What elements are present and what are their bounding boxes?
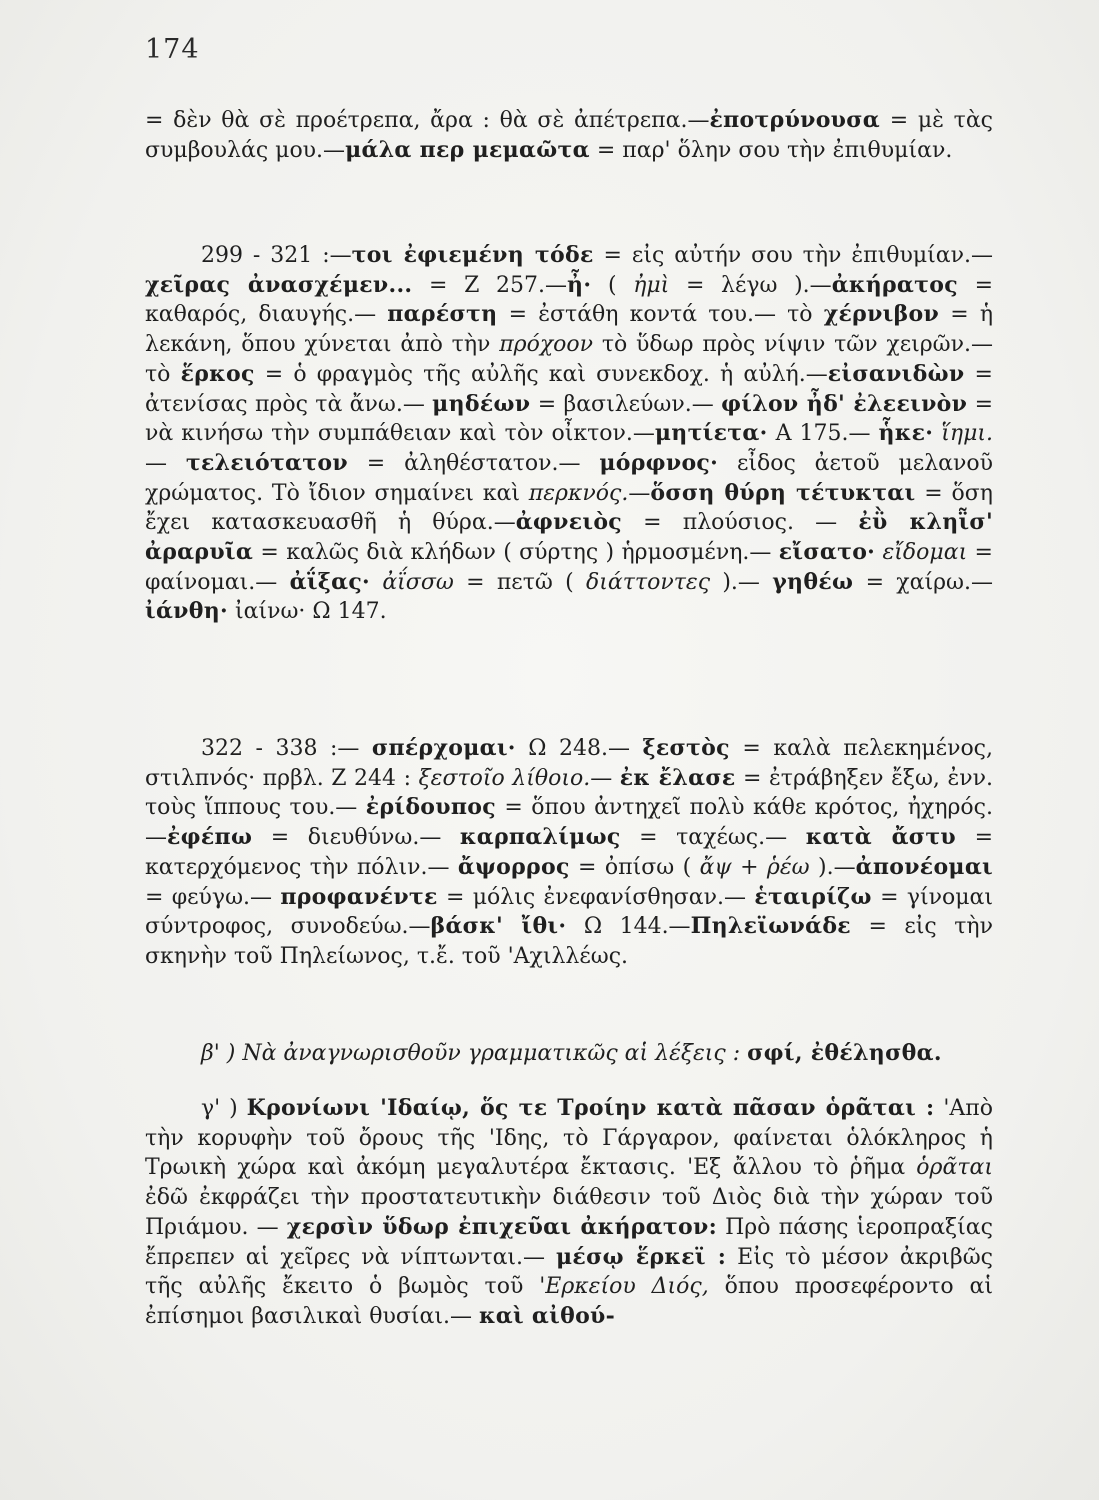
page-number: 174 xyxy=(145,34,200,65)
text-run: Πρὸ πάσης ἱεροπραξίας ἔπρεπεν αἱ χεῖρες νὰ νίπτωνται.— xyxy=(145,1214,993,1270)
bold-term: χεῖρας ἀνασχέμεν... xyxy=(145,271,413,298)
bold-term: ἰάνθη· xyxy=(145,598,228,625)
text-run: = χαίρω.— xyxy=(853,569,993,595)
text-run: = διευθύνω.— xyxy=(252,825,460,851)
bold-term: χέρνιβον xyxy=(823,301,940,328)
text-run: = ταχέως.— xyxy=(620,825,806,851)
bold-term: καὶ αἰθού- xyxy=(479,1302,616,1329)
text-run: εἶδος ἀετοῦ μελανοῦ χρώματος. Τὸ ἴδιον σημαίνει καὶ xyxy=(145,450,993,506)
text-run: = καθαρός, διαυγής.— xyxy=(145,272,994,328)
bold-term: ἀκήρατος xyxy=(831,271,958,298)
text-run: — xyxy=(628,480,651,506)
text-run: = βασιλεύων.— xyxy=(530,391,722,417)
bold-term: καρπαλίμως xyxy=(459,824,621,851)
text-run: = καλῶς διὰ κλήδων ( σύρτης ) ἡρμοσμένη.— xyxy=(253,540,779,566)
italic-text: ἄψ + ῥέω xyxy=(699,854,810,880)
bold-term: ἧκε· xyxy=(878,420,934,447)
bold-term: ἑταιρίζω xyxy=(754,883,872,910)
italic-text: ἠμὶ xyxy=(633,272,670,298)
italic-text: ξεστοῖο λίθοιο. xyxy=(418,765,591,791)
paragraph-text xyxy=(145,241,993,627)
text-run: 322 - 338 :— xyxy=(201,736,372,761)
text-run: = ἐστάθη κοντά του.— τὸ xyxy=(497,302,824,328)
paragraph-text xyxy=(145,734,993,972)
text-run: ( xyxy=(591,272,634,298)
text-run: = δὲν θὰ σὲ προέτρεπα, ἄρα : θὰ σὲ ἀπέτρεπα.— xyxy=(145,108,710,133)
text-run: 'Απὸ τὴν κορυφὴν τοῦ ὄρους τῆς 'Ιδης, τὸ Γάργαρον, φαίνεται ὁλόκληρος ἡ Τρωικὴ χώρα καὶ ἀκόμη μεγαλυτέρα ἔκτασις. 'Εξ ἄλλου τὸ ῥῆμα xyxy=(145,1096,993,1181)
paragraph-block-4 xyxy=(145,1039,993,1069)
text-run: = φεύγω.— xyxy=(145,884,281,910)
bold-term: γηθέω xyxy=(772,568,854,595)
text-run: = ἀτενίσας πρὸς τὰ ἄνω.— xyxy=(145,361,993,417)
bold-term: φίλον ἦδ' ἐλεεινὸν xyxy=(721,390,968,417)
bold-term: τελειότατον xyxy=(185,449,348,476)
text-run: — xyxy=(590,765,620,791)
bold-term: ἀΐξας· xyxy=(289,568,370,595)
text-run: 299 - 321 :— xyxy=(201,243,352,268)
bold-term: ἐκ ἔλασε xyxy=(619,764,736,791)
italic-text: ἵημι. xyxy=(941,421,993,447)
text-run xyxy=(875,540,882,565)
text-run: = ἐτράβηξεν ἔξω, ἐνν. τοὺς ἵππους του.— xyxy=(145,765,993,821)
paragraph-block-2 xyxy=(145,241,993,627)
text-run: = μὲ τὰς συμβουλάς μου.— xyxy=(145,108,993,163)
bold-term: Πηλεϊωνάδε xyxy=(690,913,851,940)
paragraph-text xyxy=(145,106,993,165)
text-run: = πλούσιος. — xyxy=(622,510,859,536)
text-run: = πετῶ ( xyxy=(453,569,587,595)
text-run: = Ζ 257.— xyxy=(412,272,568,298)
paragraph-text xyxy=(145,1039,993,1069)
bold-term: Κρονίωνι 'Ιδαίῳ, ὅς τε Τροίην κατὰ πᾶσαν ὁρᾶται : xyxy=(246,1095,935,1121)
text-run: = κατερχόμενος τὴν πόλιν.— xyxy=(145,825,994,880)
bold-term: σπέρχομαι· xyxy=(371,735,516,761)
text-run: = παρ' ὅλην σου τὴν ἐπιθυμίαν. xyxy=(589,137,953,163)
bold-term: ἐφέπω xyxy=(167,824,253,851)
italic-text: 'Ερκείου Διός, xyxy=(539,1274,709,1300)
bold-term: ἦ· xyxy=(567,271,592,298)
italic-text: διάττοντες xyxy=(586,569,711,595)
text-run: = ἡ λεκάνη, ὅπου χύνεται ἀπὸ τὴν xyxy=(145,302,994,358)
text-run: = λέγω ).— xyxy=(669,272,832,298)
bold-term: μηδέων xyxy=(432,390,531,417)
bold-term: μόρφνος· xyxy=(599,449,719,476)
bold-term: προφανέντε xyxy=(280,883,438,910)
italic-text: ὁρᾶται xyxy=(916,1155,993,1181)
text-run: = καλὰ πελεκημένος, στιλπνός· πρβλ. Ζ 244 : xyxy=(145,736,993,791)
text-run: Εἰς τὸ μέσον ἀκριβῶς τῆς αὐλῆς ἔκειτο ὁ βωμὸς τοῦ xyxy=(145,1244,994,1300)
text-run: = φαίνομαι.— xyxy=(145,540,993,595)
text-run: Α 175.— xyxy=(767,421,879,447)
text-run: τὸ ὕδωρ πρὸς νίψιν τῶν χειρῶν.—τὸ xyxy=(145,332,993,387)
bold-term: κατὰ ἄστυ xyxy=(805,824,956,851)
bold-term: ἐρίδουπος xyxy=(365,794,496,821)
bold-term: μάλα περ μεμαῶτα xyxy=(345,136,590,163)
text-run: = γίνομαι σύντροφος, συνοδεύω.— xyxy=(145,884,993,940)
bold-term: παρέστη xyxy=(387,301,498,328)
bold-term: μέσῳ ἕρκεϊ : xyxy=(556,1243,727,1270)
text-run: Ω 248.— xyxy=(515,736,643,761)
text-run: = ἀληθέστατον.— xyxy=(347,450,600,476)
text-run: ὅπου προσεφέροντο αἱ ἐπίσημοι βασιλικαὶ θυσίαι.— xyxy=(145,1274,993,1329)
paragraph-block-3 xyxy=(145,734,993,972)
text-run: ἰαίνω· Ω 147. xyxy=(227,599,387,625)
bold-term: ἀφνειὸς xyxy=(515,509,622,536)
text-run xyxy=(370,570,382,595)
italic-text: ἀΐσσω xyxy=(382,569,454,595)
bold-term: τοι ἐφιεμένη τόδε xyxy=(351,242,594,268)
text-run: = ὁ φραγμὸς τῆς αὐλῆς καὶ συνεκδοχ. ἡ αὐλή.— xyxy=(254,361,828,387)
text-run: Ω 144.— xyxy=(566,914,691,940)
bold-term: εἴσατο· xyxy=(778,539,876,566)
text-run: = ὅπου ἀντηχεῖ πολὺ κάθε κρότος, ἠχηρός.— xyxy=(145,795,993,851)
text-run: = μόλις ἐνεφανίσθησαν.— xyxy=(437,884,755,910)
text-run: = ὀπίσω ( xyxy=(569,854,700,880)
text-run: — xyxy=(145,450,186,476)
bold-term: ὅσση θύρη τέτυκται xyxy=(650,479,916,506)
bold-term: χερσὶν ὕδωρ ἐπιχεῦαι ἀκήρατον: xyxy=(286,1213,717,1240)
italic-text: β' ) Νὰ ἀναγνωρισθοῦν γραμματικῶς αἱ λέξεις : xyxy=(201,1041,748,1066)
bold-term: ἐποτρύνουσα xyxy=(709,107,880,133)
text-run: ).— xyxy=(809,854,856,880)
paragraph-text xyxy=(145,1094,993,1332)
text-run: ἐδῶ ἐκφράζει τὴν προστατευτικὴν διάθεσιν τοῦ Διὸς διὰ τὴν χώραν τοῦ Πριάμου. — xyxy=(145,1185,993,1240)
bold-term: βάσκ' ἴθι· xyxy=(430,913,567,940)
bold-term: ἕρκος xyxy=(180,360,255,387)
bold-term: μητίετα· xyxy=(654,420,768,447)
text-run: = νὰ κινήσω τὴν συμπάθειαν καὶ τὸν οἶκτον.— xyxy=(145,391,994,447)
text-run: γ' ) xyxy=(201,1096,247,1121)
bold-term: ἐῢ κληῗσ' ἀραρυῖα xyxy=(145,509,993,566)
paragraph-block-1 xyxy=(145,106,993,165)
paragraph-block-5 xyxy=(145,1094,993,1332)
bold-term: ἀπονέομαι xyxy=(855,853,993,880)
italic-text: περκνός. xyxy=(528,480,629,506)
text-run: = ὅση ἔχει κατασκευασθῆ ἡ θύρα.— xyxy=(145,480,993,536)
bold-term: σφί, ἐθέλησθα. xyxy=(747,1040,942,1066)
italic-text: πρόχοον xyxy=(499,332,594,358)
italic-text: εἴδομαι xyxy=(882,540,968,566)
text-run: ).— xyxy=(710,569,773,595)
bold-term: ξεστὸς xyxy=(642,735,730,761)
bold-term: εἰσανιδὼν xyxy=(827,360,965,387)
bold-term: ἄψορρος xyxy=(457,853,570,880)
text-run: = εἰς τὴν σκηνὴν τοῦ Πηλείωνος, τ.ἔ. τοῦ 'Αχιλλέως. xyxy=(145,914,993,969)
text-run: = εἰς αὐτήν σου τὴν ἐπιθυμίαν.— xyxy=(593,243,993,268)
